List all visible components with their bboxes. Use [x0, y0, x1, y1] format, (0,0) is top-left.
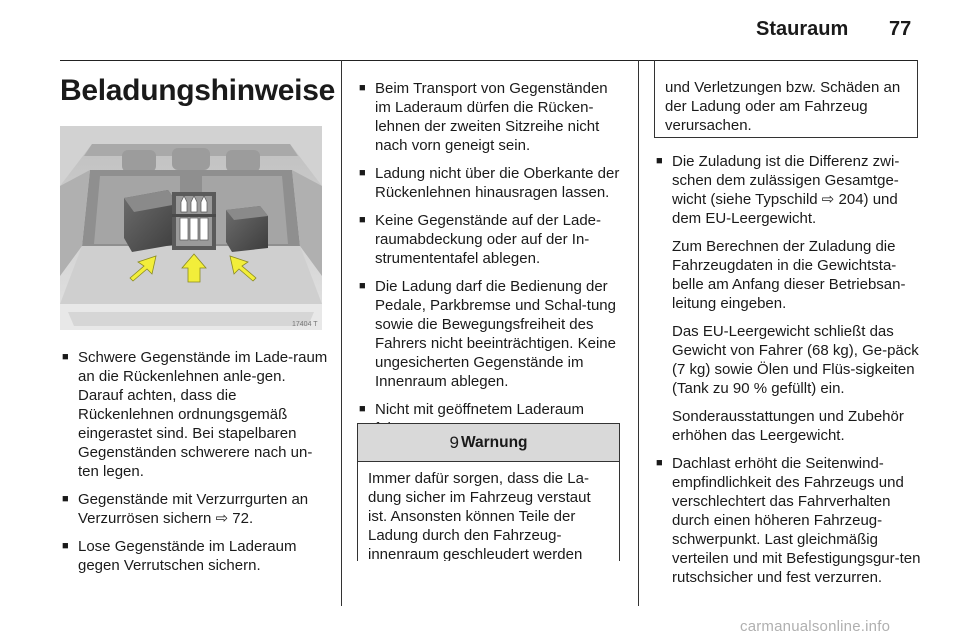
warning-box: [357, 423, 620, 561]
list-item: ■ Die Ladung darf die Bedienung der Pedale, Parkbremse und Schal-tung sowie die Bewegungsfreiheit des Fahrers nicht beeinträchtigen. Keine ungesicherten Gegenstände im Innenraum ablegen.: [359, 278, 616, 390]
page-title: Beladungshinweise: [60, 74, 335, 107]
list-item: ■ Die Zuladung ist die Differenz zwi-schen dem zulässigen Gesamtge-wicht (siehe Typschild ⇨ 204) und dem EU-Leergewicht. Zum Berechnen der Zuladung die Fahrzeugdaten in die Gewichtsta-belle am Anfang dieser Betriebsan-leitung eingeben. Das EU-Leergewicht schließt das Gewicht von Fahrer (68 kg), Ge-päck (7 kg) sowie Ölen und Flüs-sigkeiten (Tank zu 90 % gefüllt) ein. Sonderausstattungen und Zubehör erhöhen das Leergewicht.: [654, 152, 924, 445]
column-2: [357, 79, 625, 447]
bullet-icon: ■: [62, 493, 69, 505]
paragraph: Sonderausstattungen und Zubehör erhöhen das Leergewicht.: [672, 408, 904, 444]
paragraph: Das EU-Leergewicht schließt das Gewicht von Fahrer (68 kg), Ge-päck (7 kg) sowie Ölen und Flüs-sigkeiten (Tank zu 90 % gefüllt) ein.: [672, 323, 919, 397]
warning-text: Immer dafür sorgen, dass die La-dung sicher im Fahrzeug verstaut ist. Ansonsten können Teile der Ladung durch den Fahrzeug-innenraum geschleudert werden: [368, 470, 591, 561]
bullet-icon: ■: [359, 403, 366, 415]
bullet-icon: ■: [62, 351, 69, 363]
column-separator-1: [341, 60, 342, 606]
bullet-icon: ■: [359, 280, 366, 292]
cargo-illustration: [60, 126, 322, 330]
figure-caption: 17404 T: [292, 321, 318, 328]
bullet-icon: ■: [359, 82, 366, 94]
column-2-list: [357, 79, 625, 438]
column-1: [60, 348, 328, 584]
list-item: ■ Beim Transport von Gegenständen im Laderaum dürfen die Rücken-lehnen der zweiten Sitzreihe nicht nach vorn geneigt sein.: [359, 80, 608, 154]
watermark: carmanualsonline.info: [740, 618, 891, 635]
page-number: 77: [889, 18, 912, 40]
bullet-icon: ■: [656, 155, 663, 167]
list-item: ■ Lose Gegenstände im Laderaum gegen Verrutschen sichern.: [62, 538, 297, 574]
column-3: [654, 152, 924, 596]
list-item: ■ Gegenstände mit Verzurrgurten an Verzurrösen sichern ⇨ 72.: [62, 491, 309, 527]
warning-header: [358, 424, 619, 462]
bullet-icon: ■: [359, 214, 366, 226]
bullet-icon: ■: [359, 167, 366, 179]
column-1-list: [60, 348, 328, 575]
column-separator-2: [638, 60, 639, 606]
warning-icon: 9: [449, 432, 459, 452]
list-item: ■ Nicht mit geöffnetem Laderaum: [359, 401, 584, 418]
list-item: ■ Schwere Gegenstände im Lade-raum an die Rückenlehnen anle-gen. Darauf achten, dass die Rückenlehnen ordnungsgemäß eingerastet sind. Bei stapelbaren Gegenständen schwerere nach un-ten legen.: [62, 349, 328, 480]
list-item: ■ Dachlast erhöht die Seitenwind-empfindlichkeit des Fahrzeugs und verschlechtert das Fahrverhalten durch einen höheren Fahrzeug-schwerpunkt. Last gleichmäßig verteilen und mit Befestigungsgur-ten rutschsicher und fest verzurren.: [656, 455, 921, 586]
running-header-title: Stauraum: [756, 18, 849, 40]
column-3-list: [654, 152, 924, 587]
bullet-icon: ■: [62, 540, 69, 552]
list-item: ■ Ladung nicht über die Oberkante der Rückenlehnen hinausragen lassen.: [359, 165, 620, 201]
bullet-icon: ■: [656, 457, 663, 469]
paragraph: Zum Berechnen der Zuladung die Fahrzeugdaten in die Gewichtsta-belle am Anfang dieser Betriebsan-leitung eingeben.: [672, 238, 906, 312]
list-item: ■ Keine Gegenstände auf der Lade-raumabdeckung oder auf der In-strumententafel ablegen.: [359, 212, 602, 267]
warning-title: Warnung: [460, 433, 528, 451]
warning-box-continued: und Verletzungen bzw. Schäden an der Ladung oder am Fahrzeug verursachen.: [654, 60, 918, 138]
